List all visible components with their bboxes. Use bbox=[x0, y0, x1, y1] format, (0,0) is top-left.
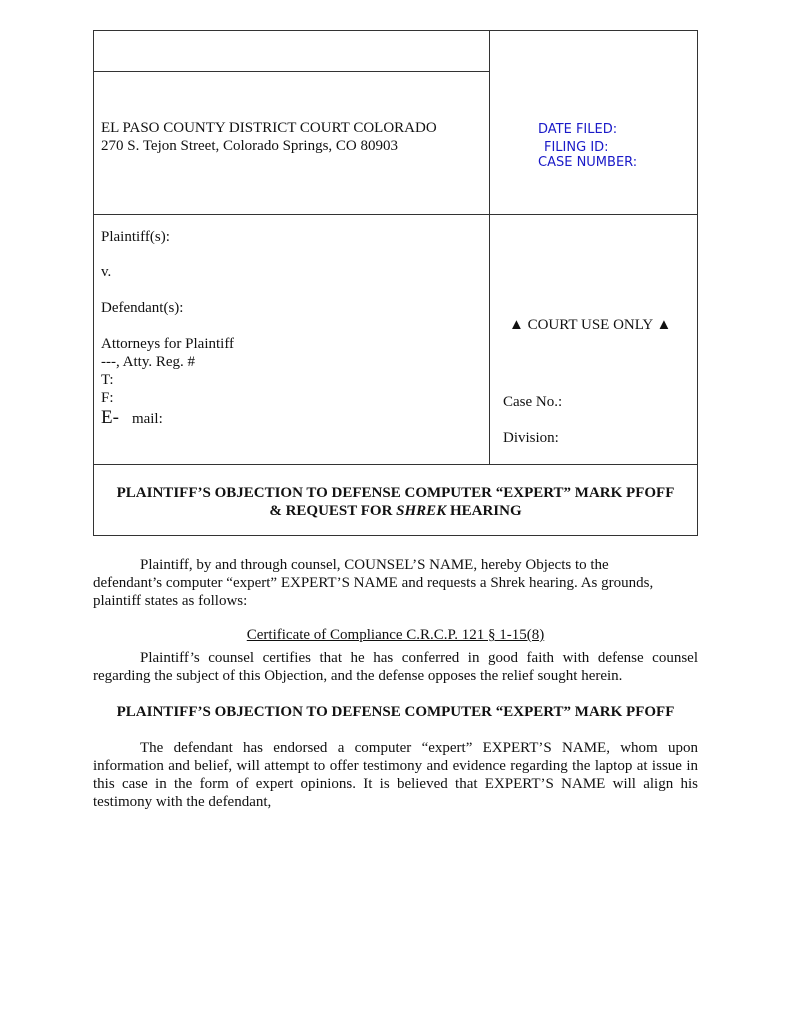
email-suffix: mail: bbox=[131, 411, 163, 427]
case-number-label: CASE NUMBER: bbox=[538, 155, 638, 170]
versus-label: v. bbox=[101, 264, 112, 280]
attorney-registration: ---, Atty. Reg. # bbox=[101, 354, 196, 370]
shrek-italic: SHREK bbox=[396, 503, 447, 519]
certificate-paragraph: Plaintiff’s counsel certifies that he has conferred in good faith with defense counsel regarding the subject of this Objection, and the defense opposes the relief sought herein. bbox=[93, 650, 698, 684]
case-caption bbox=[93, 30, 698, 536]
caption-divider-bottom bbox=[94, 464, 697, 465]
phone-label: T: bbox=[101, 372, 114, 388]
date-filed-label: DATE FILED: bbox=[538, 122, 618, 137]
attorneys-for-plaintiff: Attorneys for Plaintiff bbox=[101, 336, 235, 352]
case-no-label: Case No.: bbox=[503, 394, 563, 410]
filing-id-label: FILING ID: bbox=[544, 140, 609, 155]
court-address: 270 S. Tejon Street, Colorado Springs, CO 80903 bbox=[101, 138, 399, 154]
certificate-heading: Certificate of Compliance C.R.C.P. 121 § 1-15(8) bbox=[246, 627, 545, 643]
objection-heading: PLAINTIFF’S OBJECTION TO DEFENSE COMPUTER “EXPERT” MARK PFOFF bbox=[116, 704, 675, 720]
intro-paragraph: Plaintiff, by and through counsel, COUNSEL’S NAME, hereby Objects to the defendant’s computer “expert” EXPERT’S NAME and requests a Shrek hearing. As grounds, plaintiff states as follows: bbox=[93, 557, 654, 609]
court-use-only-label: ▲ COURT USE ONLY ▲ bbox=[509, 317, 672, 333]
objection-paragraph: The defendant has endorsed a computer “expert” EXPERT’S NAME, whom upon information and belief, will attempt to offer testimony and evidence regarding the laptop at issue in this case in the form of expert opinions. It is believed that EXPERT’S NAME will align his testimony with the defendant, bbox=[93, 740, 698, 810]
email-prefix: E- bbox=[101, 407, 119, 428]
document-title-line2: & REQUEST FOR SHREK HEARING bbox=[269, 503, 522, 519]
court-name: EL PASO COUNTY DISTRICT COURT COLORADO bbox=[101, 120, 437, 136]
fax-label: F: bbox=[101, 390, 114, 406]
caption-divider-top bbox=[94, 71, 489, 72]
document-title-line1: PLAINTIFF’S OBJECTION TO DEFENSE COMPUTER “EXPERT” MARK PFOFF bbox=[116, 485, 675, 501]
division-label: Division: bbox=[503, 430, 559, 446]
defendants-label: Defendant(s): bbox=[101, 300, 184, 316]
caption-divider-middle bbox=[94, 214, 697, 215]
email-label bbox=[101, 407, 163, 429]
caption-divider-vertical bbox=[489, 31, 490, 464]
plaintiffs-label: Plaintiff(s): bbox=[101, 229, 170, 245]
